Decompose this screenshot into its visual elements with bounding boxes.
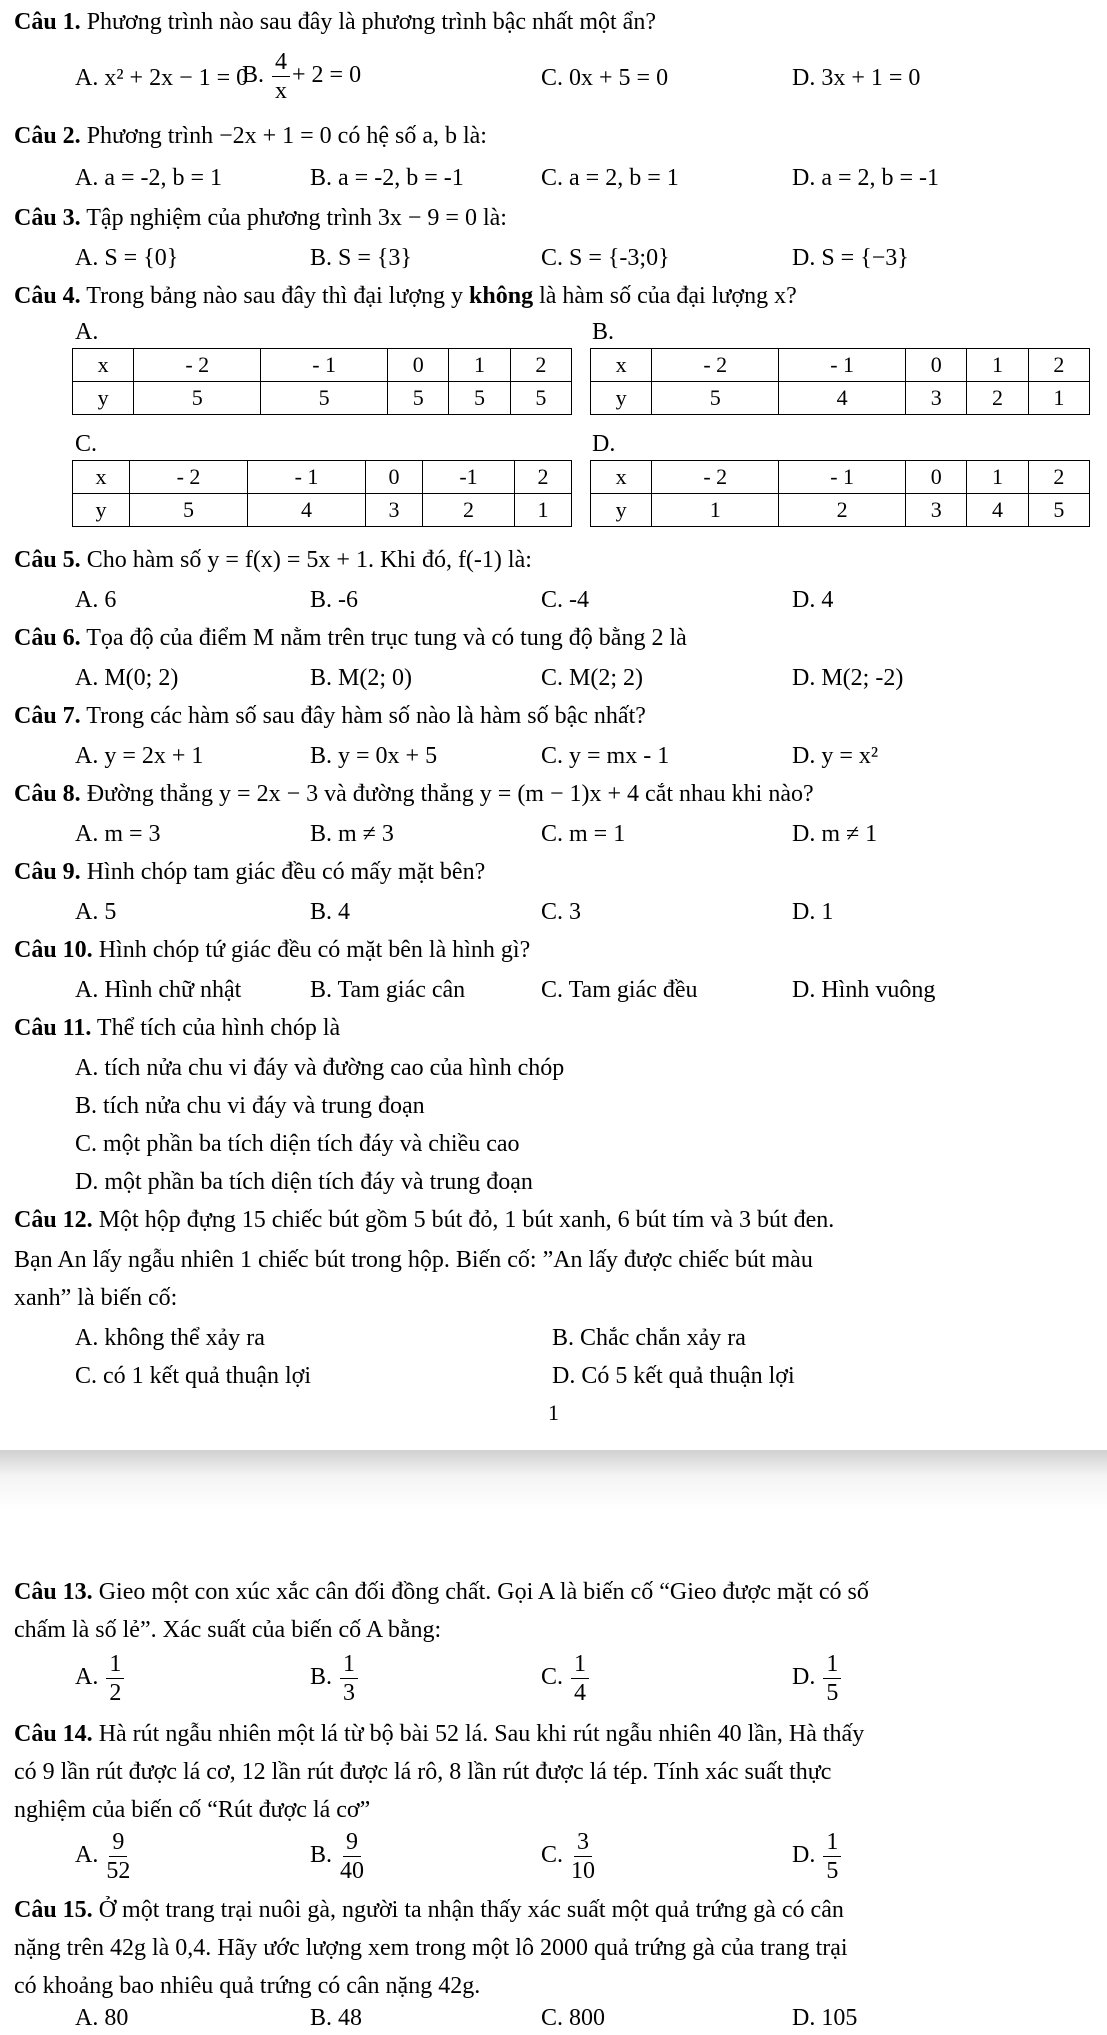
q6-option-a: A. M(0; 2) (75, 665, 179, 691)
q9-option-c: C. 3 (541, 899, 582, 925)
q6-option-d: D. M(2; -2) (792, 665, 904, 691)
question-15: Câu 15. Ở một trang trại nuôi gà, người ta nhận thấy xác suất một quả trứng gà có cân (14, 1897, 844, 1923)
q3-option-b: B. S = {3} (310, 245, 412, 271)
q7-option-c: C. y = mx - 1 (541, 743, 670, 769)
question-14: Câu 14. Hà rút ngẫu nhiên một lá từ bộ bài 52 lá. Sau khi rút ngẫu nhiên 40 lần, Hà thấy (14, 1721, 865, 1747)
q10-option-c: C. Tam giác đều (541, 977, 698, 1003)
page-break (0, 1450, 1107, 1580)
q6-option-b: B. M(2; 0) (310, 665, 412, 691)
table-row: y 5 4 3 2 1 (73, 494, 572, 527)
q11-option-a: A. tích nửa chu vi đáy và đường cao của hình chóp (75, 1055, 565, 1081)
question-9: Câu 9. Hình chóp tam giác đều có mấy mặt bên? (14, 859, 486, 885)
q8-option-b: B. m ≠ 3 (310, 821, 394, 847)
table-row: y 5 4 3 2 1 (591, 382, 1090, 415)
q7-option-b: B. y = 0x + 5 (310, 743, 438, 769)
q10-option-a: A. Hình chữ nhật (75, 977, 242, 1003)
question-12-line-3: xanh” là biến cố: (14, 1285, 178, 1311)
q10-option-b: B. Tam giác cân (310, 977, 466, 1003)
q14-option-a: A. $\frac{9}{52}$ (75, 1829, 131, 1884)
q4-table-c-label: C. (75, 431, 98, 457)
page-number: 1 (548, 1400, 559, 1425)
q2-option-b: B. a = -2, b = -1 (310, 165, 464, 191)
question-11: Câu 11. Thể tích của hình chóp là (14, 1015, 341, 1041)
table-row: y 1 2 3 4 5 (591, 494, 1090, 527)
q12-option-a: A. không thể xảy ra (75, 1325, 265, 1351)
q1-option-d: D. 3x + 1 = 0 (792, 65, 921, 91)
q1-option-c: C. 0x + 5 = 0 (541, 65, 669, 91)
table-row: x - 2 - 1 0 1 2 (591, 461, 1090, 494)
q3-option-a: A. S = {0} (75, 245, 179, 271)
q13-option-c: C. $\frac{1}{4}$ (541, 1652, 591, 1705)
q4-table-b (590, 348, 1090, 415)
q3-option-d: D. S = {−3} (792, 245, 909, 271)
q2-option-c: C. a = 2, b = 1 (541, 165, 679, 191)
q4-table-b-label: B. (592, 319, 615, 345)
question-5: Câu 5. Cho hàm số y = f(x) = 5x + 1. Khi đó, f(-1) là: (14, 547, 532, 573)
q15-option-c: C. 800 (541, 2005, 606, 2031)
q7-option-d: D. y = x² (792, 743, 879, 769)
q14-option-b: B. $\frac{9}{40}$ (310, 1829, 365, 1884)
q13-option-b: B. $\frac{1}{3}$ (310, 1652, 360, 1705)
q1-option-b: B. $\frac{4}{x}$ + 2 = 0 (242, 49, 362, 104)
q4-table-a-label: A. (75, 319, 99, 345)
q1-option-a: A. x² + 2x − 1 = 0 (75, 65, 249, 91)
q11-option-b: B. tích nửa chu vi đáy và trung đoạn (75, 1093, 425, 1119)
question-15-line-3: có khoảng bao nhiêu quả trứng có cân nặng 42g. (14, 1973, 481, 1999)
q8-option-c: C. m = 1 (541, 821, 626, 847)
q15-option-b: B. 48 (310, 2005, 363, 2031)
q6-option-c: C. M(2; 2) (541, 665, 643, 691)
question-3: Câu 3. Tập nghiệm của phương trình 3x − 9 = 0 là: (14, 205, 507, 231)
question-1: Câu 1. Phương trình nào sau đây là phương trình bậc nhất một ẩn? (14, 9, 656, 35)
question-15-line-2: nặng trên 42g là 0,4. Hãy ước lượng xem trong một lô 2000 quả trứng gà của trang trại (14, 1935, 848, 1961)
q8-option-a: A. m = 3 (75, 821, 161, 847)
q15-option-d: D. 105 (792, 2005, 858, 2031)
q5-option-d: D. 4 (792, 587, 834, 613)
question-13: Câu 13. Gieo một con xúc xắc cân đối đồng chất. Gọi A là biến cố “Gieo được mặt có số (14, 1579, 869, 1605)
q14-option-d: D. $\frac{1}{5}$ (792, 1830, 843, 1883)
table-row: x - 2 - 1 0 -1 2 (73, 461, 572, 494)
q4-table-c (72, 460, 572, 527)
question-7: Câu 7. Trong các hàm số sau đây hàm số nào là hàm số bậc nhất? (14, 703, 646, 729)
q12-option-c: C. có 1 kết quả thuận lợi (75, 1363, 311, 1389)
q10-option-d: D. Hình vuông (792, 977, 936, 1003)
q11-option-c: C. một phần ba tích diện tích đáy và chiều cao (75, 1131, 520, 1157)
table-row: x - 2 - 1 0 1 2 (591, 349, 1090, 382)
question-14-line-2: có 9 lần rút được lá cơ, 12 lần rút được lá rô, 8 lần rút được lá tép. Tính xác suất thực (14, 1759, 832, 1785)
q12-option-b: B. Chắc chắn xảy ra (552, 1325, 746, 1351)
q13-option-a: A. $\frac{1}{2}$ (75, 1652, 126, 1705)
q11-option-d: D. một phần ba tích diện tích đáy và trung đoạn (75, 1169, 533, 1195)
q13-option-d: D. $\frac{1}{5}$ (792, 1652, 843, 1705)
q2-option-d: D. a = 2, b = -1 (792, 165, 940, 191)
q9-option-b: B. 4 (310, 899, 351, 925)
q7-option-a: A. y = 2x + 1 (75, 743, 204, 769)
q5-option-c: C. -4 (541, 587, 589, 613)
q5-option-b: B. -6 (310, 587, 358, 613)
q12-option-d: D. Có 5 kết quả thuận lợi (552, 1363, 795, 1389)
q4-table-a (72, 348, 572, 415)
q3-option-c: C. S = {-3;0} (541, 245, 670, 271)
q2-option-a: A. a = -2, b = 1 (75, 165, 223, 191)
question-2: Câu 2. Phương trình −2x + 1 = 0 có hệ số a, b là: (14, 123, 487, 149)
q4-table-d-label: D. (592, 431, 616, 457)
question-12-line-2: Bạn An lấy ngẫu nhiên 1 chiếc bút trong hộp. Biến cố: ”An lấy được chiếc bút màu (14, 1247, 813, 1273)
question-10: Câu 10. Hình chóp tứ giác đều có mặt bên là hình gì? (14, 937, 531, 963)
question-8: Câu 8. Đường thẳng y = 2x − 3 và đường thẳng y = (m − 1)x + 4 cắt nhau khi nào? (14, 781, 814, 807)
q5-option-a: A. 6 (75, 587, 117, 613)
q8-option-d: D. m ≠ 1 (792, 821, 878, 847)
table-row: x - 2 - 1 0 1 2 (73, 349, 572, 382)
question-13-line-2: chấm là số lẻ”. Xác suất của biến cố A bằng: (14, 1617, 442, 1643)
q4-table-d (590, 460, 1090, 527)
table-row: y 5 5 5 5 5 (73, 382, 572, 415)
question-4: Câu 4. Trong bảng nào sau đây thì đại lượng y không là hàm số của đại lượng x? (14, 283, 797, 309)
q14-option-c: C. $\frac{3}{10}$ (541, 1829, 596, 1884)
q9-option-d: D. 1 (792, 899, 834, 925)
question-6: Câu 6. Tọa độ của điểm M nằm trên trục tung và có tung độ bằng 2 là (14, 625, 687, 651)
q9-option-a: A. 5 (75, 899, 117, 925)
question-14-line-3: nghiệm của biến cố “Rút được lá cơ” (14, 1797, 371, 1823)
q15-option-a: A. 80 (75, 2005, 129, 2031)
question-12: Câu 12. Một hộp đựng 15 chiếc bút gồm 5 bút đỏ, 1 bút xanh, 6 bút tím và 3 bút đen. (14, 1207, 835, 1233)
